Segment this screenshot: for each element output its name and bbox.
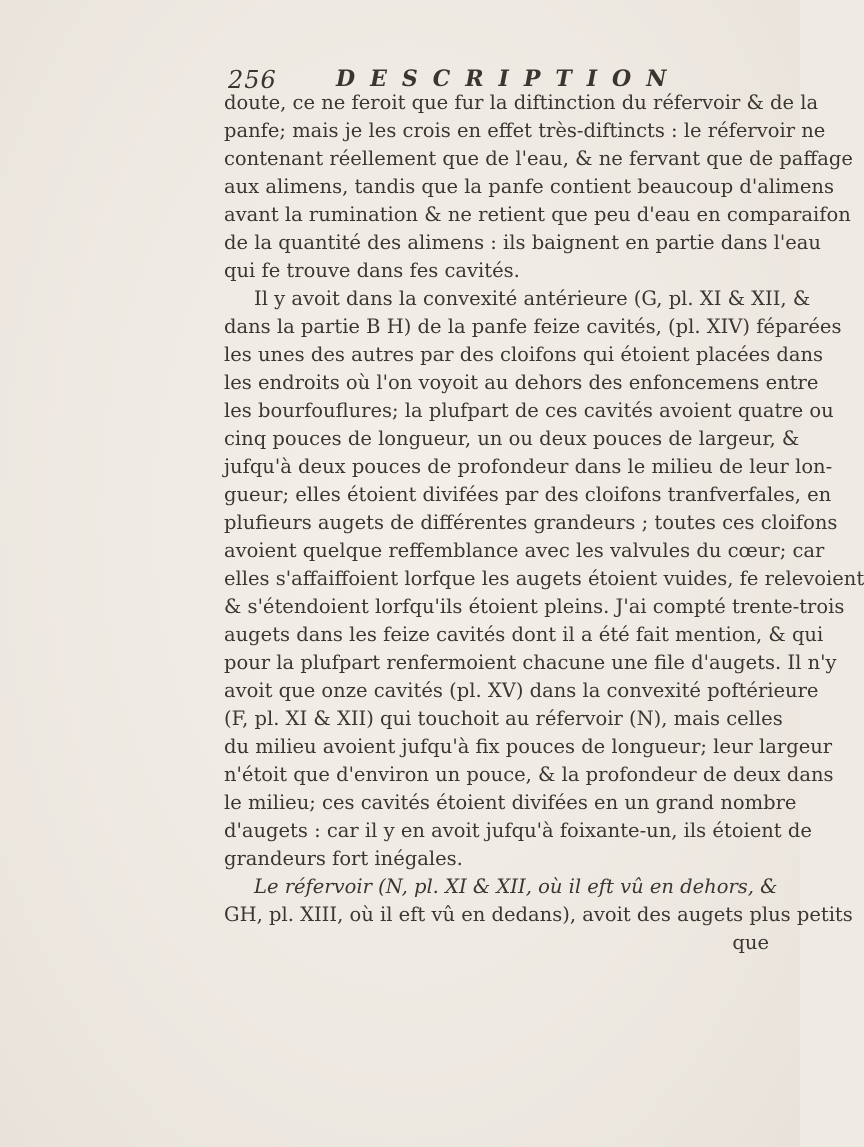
text-line: avoit que onze cavités (pl. XV) dans la convexité poftérieure: [224, 679, 819, 702]
text-line: panfe; mais je les crois en effet très-diftincts : le réfervoir ne: [224, 119, 826, 142]
catchword: que: [732, 931, 769, 954]
page-number: 256: [228, 66, 277, 94]
text-line: le milieu; ces cavités étoient divifées en un grand nombre: [224, 791, 797, 814]
text-line: n'étoit que d'environ un pouce, & la profondeur de deux dans: [224, 763, 834, 786]
text-line: augets dans les feize cavités dont il a été fait mention, & qui: [224, 623, 824, 646]
text-line: avant la rumination & ne retient que peu d'eau en comparaifon: [224, 203, 851, 226]
text-line: elles s'affaiffoient lorfque les augets étoient vuides, fe relevoient: [224, 567, 864, 590]
text-line: plufieurs augets de différentes grandeurs ; toutes ces cloifons: [224, 511, 838, 534]
text-line: dans la partie B H) de la panfe feize cavités, (pl. XIV) féparées: [224, 315, 842, 338]
text-line: cinq pouces de longueur, un ou deux pouces de largeur, &: [224, 427, 800, 450]
text-line: aux alimens, tandis que la panfe contient beaucoup d'alimens: [224, 175, 834, 198]
text-line: les bourfouflures; la plufpart de ces cavités avoient quatre ou: [224, 399, 834, 422]
text-line: qui fe trouve dans fes cavités.: [224, 259, 520, 282]
paragraph-start-line: Il y avoit dans la convexité antérieure (G, pl. XI & XII, &: [254, 287, 811, 310]
running-title: DESCRIPTION: [336, 66, 682, 92]
text-line: d'augets : car il y en avoit jufqu'à foixante-un, ils étoient de: [224, 819, 812, 842]
text-line: du milieu avoient jufqu'à fix pouces de longueur; leur largeur: [224, 735, 833, 758]
text-line: (F, pl. XI & XII) qui touchoit au réfervoir (N), mais celles: [224, 707, 783, 730]
text-line: grandeurs fort inégales.: [224, 847, 463, 870]
text-line: avoient quelque reffemblance avec les valvules du cœur; car: [224, 539, 825, 562]
text-line: contenant réellement que de l'eau, & ne fervant que de paffage: [224, 147, 853, 170]
text-line: doute, ce ne feroit que fur la diftinction du réfervoir & de la: [224, 91, 819, 114]
text-line: pour la plufpart renfermoient chacune une file d'augets. Il n'y: [224, 651, 837, 674]
text-line: les unes des autres par des cloifons qui étoient placées dans: [224, 343, 824, 366]
text-line: jufqu'à deux pouces de profondeur dans le milieu de leur lon-: [224, 455, 833, 478]
text-line: gueur; elles étoient divifées par des cloifons tranfverfales, en: [224, 483, 832, 506]
text-line: GH, pl. XIII, où il eft vû en dedans), avoit des augets plus petits: [224, 903, 853, 926]
text-line: & s'étendoient lorfqu'ils étoient pleins. J'ai compté trente-trois: [224, 595, 845, 618]
text-line: les endroits où l'on voyoit au dehors des enfoncemens entre: [224, 371, 819, 394]
paragraph-start-line: Le réfervoir (N, pl. XI & XII, où il eft vû en dehors, &: [254, 875, 778, 898]
text-line: de la quantité des alimens : ils baignent en partie dans l'eau: [224, 231, 821, 254]
